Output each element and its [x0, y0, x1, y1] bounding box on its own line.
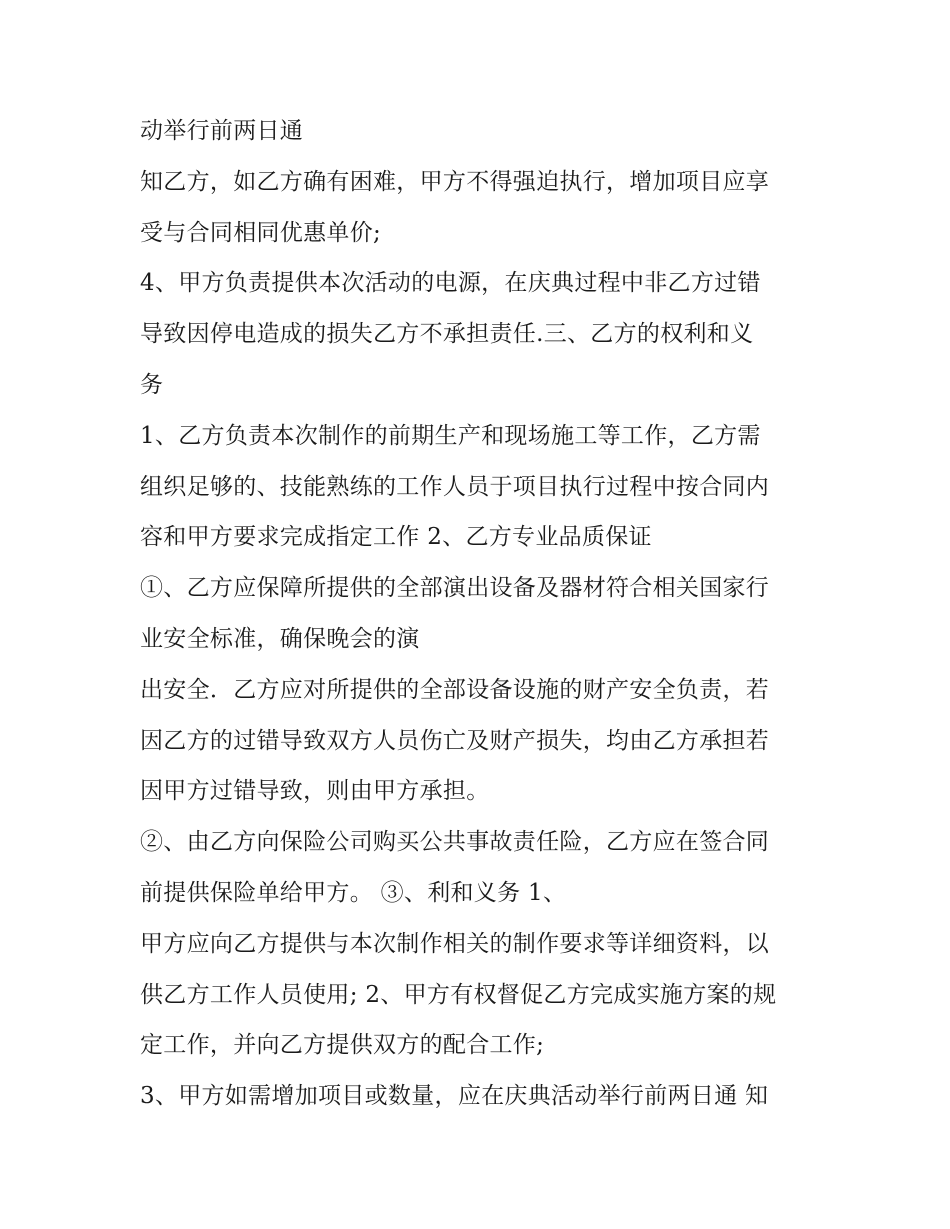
text-line: 3、甲方如需增加项目或数量，应在庆典活动举行前两日通 知	[140, 1083, 769, 1110]
text-line: 受与合同相同优惠单价;	[140, 219, 382, 246]
text-line: ①、乙方应保障所提供的全部演出设备及器材符合相关国家行	[140, 575, 770, 602]
text-line: 甲方应向乙方提供与本次制作相关的制作要求等详细资料，以	[140, 930, 770, 957]
text-line: 前提供保险单给甲方。 ③、利和义务 1、	[140, 879, 567, 906]
text-line: 出安全．乙方应对所提供的全部设备设施的财产安全负责，若	[140, 676, 770, 703]
text-line: 知乙方，如乙方确有困难，甲方不得强迫执行，增加项目应享	[140, 168, 770, 195]
text-line: 业安全标准，确保晚会的演	[140, 625, 420, 652]
text-line: ②、由乙方向保险公司购买公共事故责任险，乙方应在签合同	[140, 829, 770, 856]
text-line: 定工作，并向乙方提供双方的配合工作;	[140, 1032, 545, 1059]
text-line: 务	[140, 371, 164, 398]
text-line: 导致因停电造成的损失乙方不承担责任.三、乙方的权利和义	[140, 321, 754, 348]
text-line: 容和甲方要求完成指定工作 2、乙方专业品质保证	[140, 524, 652, 551]
text-line: 组织足够的、技能熟练的工作人员于项目执行过程中按合同内	[140, 473, 770, 500]
text-line: 动举行前两日通	[140, 118, 304, 144]
text-line: 1、乙方负责本次制作的前期生产和现场施工等工作，乙方需	[140, 422, 761, 449]
text-line: 因乙方的过错导致双方人员伤亡及财产损失，均由乙方承担若	[140, 727, 770, 754]
text-line: 因甲方过错导致，则由甲方承担。	[140, 778, 490, 805]
text-line: 4、甲方负责提供本次活动的电源，在庆典过程中非乙方过错	[140, 270, 761, 297]
text-line: 供乙方工作人员使用; 2、甲方有权督促乙方完成实施方案的规	[140, 981, 777, 1008]
contract-text-body	[140, 106, 820, 1122]
